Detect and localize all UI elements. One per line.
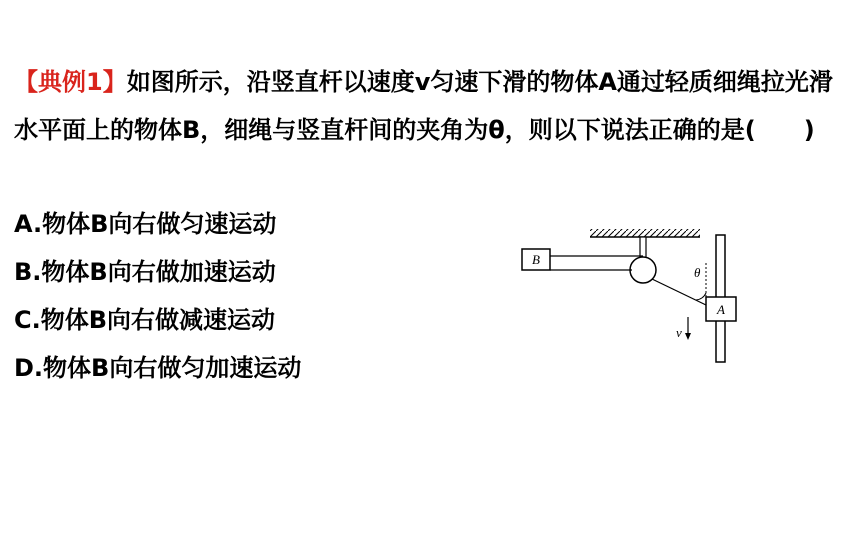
- option-label: A.: [14, 210, 43, 238]
- angle-label: θ: [694, 265, 701, 280]
- physics-diagram: [518, 225, 748, 365]
- problem-text: 如图所示，沿竖直杆以速度v匀速下滑的物体A通过轻质细绳拉光滑水平面上的物体B，细绳与竖直杆间的夹角为θ，则以下说法正确的是( ): [14, 68, 833, 144]
- velocity-arrow: [685, 317, 691, 340]
- velocity-label: v: [676, 325, 682, 340]
- example-tag: 【典例1】: [14, 68, 127, 96]
- option-a[interactable]: [14, 200, 494, 248]
- option-text: 物体B向右做加速运动: [41, 258, 276, 286]
- block-a-label: A: [717, 302, 725, 317]
- angle-arc: [696, 293, 706, 300]
- horizontal-rope: [550, 256, 643, 270]
- problem-statement: [14, 58, 850, 154]
- option-d[interactable]: [14, 344, 494, 392]
- option-c[interactable]: [14, 296, 494, 344]
- option-b[interactable]: [14, 248, 494, 296]
- option-text: 物体B向右做匀速运动: [42, 210, 277, 238]
- slanted-rope: [652, 279, 706, 305]
- option-text: 物体B向右做匀加速运动: [43, 354, 302, 382]
- block-b-label: B: [532, 252, 540, 267]
- option-label: D.: [14, 354, 44, 382]
- block-a: [706, 297, 736, 321]
- block-b: [522, 249, 550, 270]
- answer-options: [14, 200, 494, 392]
- option-label: B.: [14, 258, 42, 286]
- ceiling: [590, 229, 700, 237]
- option-text: 物体B向右做减速运动: [40, 306, 276, 334]
- option-label: C.: [14, 306, 41, 334]
